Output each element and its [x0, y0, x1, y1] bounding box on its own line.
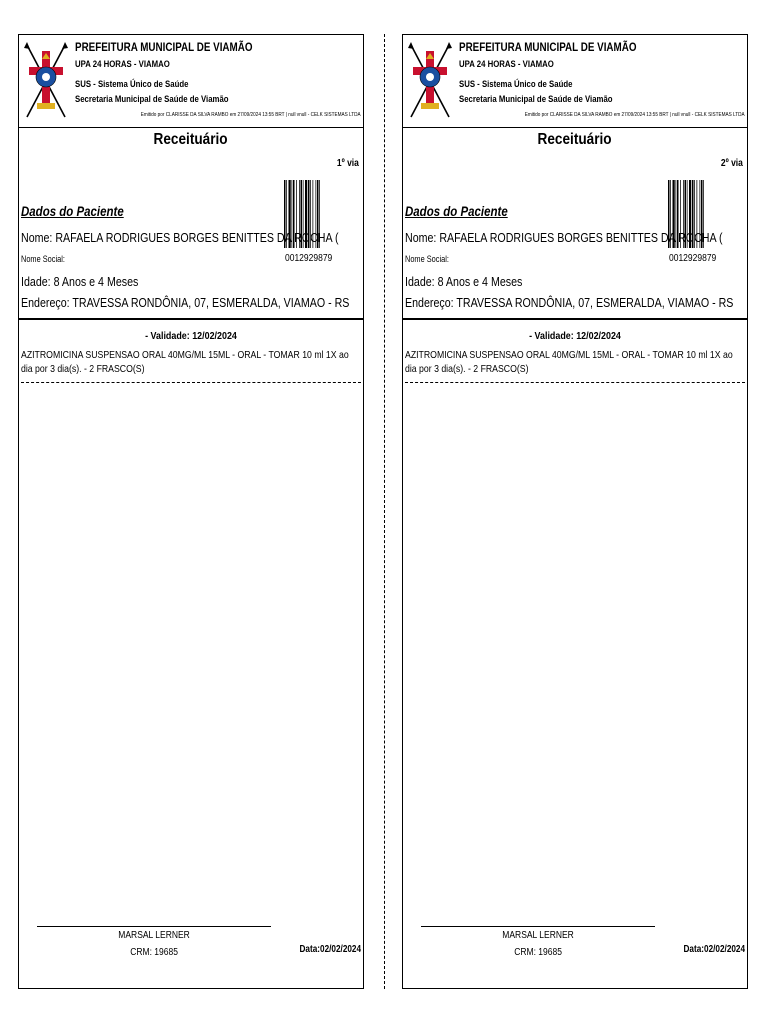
via-label: 1º via [336, 158, 359, 169]
doctor-name: MARSAL LERNER [502, 930, 574, 941]
patient-social-name: Nome Social: [405, 254, 449, 264]
municipal-crest-icon [23, 41, 69, 121]
header [403, 35, 747, 128]
emission-info: Emitido por CLARISSE DA SILVA RAMBO em 27/09/2024 13:55 BRT | null vnull - CELK SISTEMAS LTDA [141, 112, 361, 118]
prescription-copy-1 [18, 34, 364, 989]
header [19, 35, 363, 128]
header-secretariat: Secretaria Municipal de Saúde de Viamão [75, 94, 229, 105]
barcode-number: 0012929879 [669, 253, 717, 264]
prescription-item: AZITROMICINA SUSPENSAO ORAL 40MG/ML 15ML - ORAL - TOMAR 10 ml 1X ao dia por 3 dia(s). - 2 FRASCO(S) [21, 349, 349, 375]
doctor-name: MARSAL LERNER [118, 930, 190, 941]
patient-age: Idade: 8 Anos e 4 Meses [405, 274, 523, 289]
header-title: PREFEITURA MUNICIPAL DE VIAMÃO [75, 40, 253, 54]
patient-address: Endereço: TRAVESSA RONDÔNIA, 07, ESMERALDA, VIAMAO - RS [405, 295, 734, 310]
section-divider [19, 318, 363, 320]
signature-line [37, 926, 271, 927]
patient-social-name: Nome Social: [21, 254, 65, 264]
patient-address: Endereço: TRAVESSA RONDÔNIA, 07, ESMERALDA, VIAMAO - RS [21, 295, 350, 310]
via-label: 2º via [720, 158, 743, 169]
barcode-number: 0012929879 [285, 253, 333, 264]
patient-section-title: Dados do Paciente [405, 203, 508, 219]
header-title: PREFEITURA MUNICIPAL DE VIAMÃO [459, 40, 637, 54]
cut-line-divider [384, 34, 385, 989]
signature-line [421, 926, 655, 927]
header-system: SUS - Sistema Único de Saúde [459, 79, 573, 90]
prescription-separator [21, 382, 361, 383]
doctor-crm: CRM: 19685 [514, 947, 562, 958]
header-secretariat: Secretaria Municipal de Saúde de Viamão [459, 94, 613, 105]
validity-date: - Validade: 12/02/2024 [529, 330, 621, 342]
emission-info: Emitido por CLARISSE DA SILVA RAMBO em 27/09/2024 13:55 BRT | null vnull - CELK SISTEMAS LTDA [525, 112, 745, 118]
validity-date: - Validade: 12/02/2024 [145, 330, 237, 342]
municipal-crest-icon [407, 41, 453, 121]
patient-section-title: Dados do Paciente [21, 203, 124, 219]
prescription-separator [405, 382, 745, 383]
issue-date: Data:02/02/2024 [683, 944, 745, 955]
patient-name: Nome: RAFAELA RODRIGUES BORGES BENITTES DA ROCHA ( [405, 230, 723, 245]
prescription-item: AZITROMICINA SUSPENSAO ORAL 40MG/ML 15ML - ORAL - TOMAR 10 ml 1X ao dia por 3 dia(s). - 2 FRASCO(S) [405, 349, 733, 375]
header-system: SUS - Sistema Único de Saúde [75, 79, 189, 90]
section-divider [403, 318, 747, 320]
header-unit: UPA 24 HORAS - VIAMAO [75, 59, 170, 70]
issue-date: Data:02/02/2024 [299, 944, 361, 955]
header-unit: UPA 24 HORAS - VIAMAO [459, 59, 554, 70]
document-title: Receituário [537, 131, 613, 148]
patient-age: Idade: 8 Anos e 4 Meses [21, 274, 139, 289]
document-title: Receituário [153, 131, 229, 148]
doctor-crm: CRM: 19685 [130, 947, 178, 958]
prescription-copy-2 [402, 34, 748, 989]
patient-name: Nome: RAFAELA RODRIGUES BORGES BENITTES DA ROCHA ( [21, 230, 339, 245]
